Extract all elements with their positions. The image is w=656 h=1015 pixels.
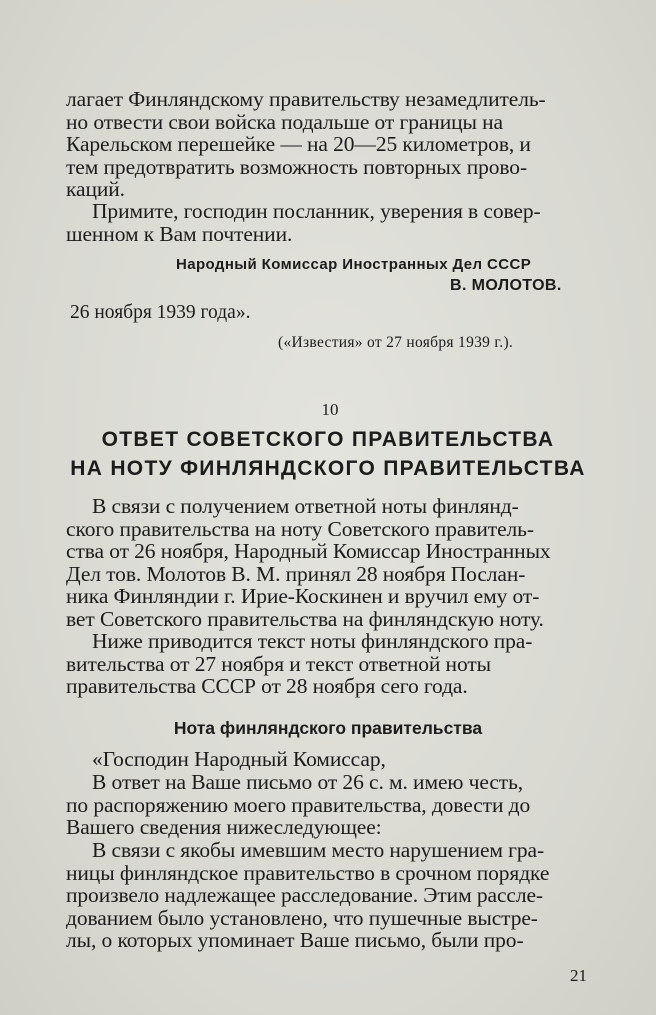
note-paragraph-1: [66, 771, 590, 839]
signature-name: В. МОЛОТОВ.: [450, 277, 562, 294]
text-line: Дел тов. Молотов В. М. принял 28 ноября Послан-: [66, 561, 526, 586]
text-line: лагает Финляндскому правительству незамедлитель-: [66, 87, 546, 111]
text-line: В связи с получением ответной ноты финлянд-: [92, 494, 519, 518]
text-line: произвело надлежащее расследование. Этим рассле-: [66, 883, 543, 907]
text-line: каций.: [66, 177, 125, 201]
text-line: Вашего сведения нижеследующее:: [66, 815, 382, 839]
text-line: В связи с якобы имевшим место нарушением гра-: [92, 838, 545, 862]
note-heading: Нота финляндского правительства: [173, 718, 483, 738]
note-greeting: [66, 748, 590, 771]
text-line: по распоряжению моего правительства, довести до: [66, 792, 531, 817]
text-line: шенном к Вам почтении.: [66, 221, 293, 246]
text-line: вет Советского правительства на финляндскую ноту.: [66, 606, 544, 631]
text-line: В ответ на Ваше письмо от 26 с. м. имею честь,: [92, 770, 524, 794]
section-title-line-2: НА НОТУ ФИНЛЯНДСКОГО ПРАВИТЕЛЬСТВА: [70, 457, 586, 480]
section-number: 10: [321, 400, 339, 419]
page-number: 21: [570, 966, 587, 985]
text-line: ства от 26 ноября, Народный Комиссар Иностранных: [66, 539, 551, 563]
text-line: «Господин Народный Комиссар,: [92, 747, 386, 771]
text-line: тем предотвратить возможность повторных прово-: [66, 154, 528, 179]
text-line: ницы финляндское правительство в срочном порядке: [66, 860, 550, 885]
signature-title: Народный Комиссар Иностранных Дел СССР: [176, 256, 532, 273]
text-line: ника Финляндии г. Ирие-Коскинен и вручил ему от-: [66, 584, 540, 608]
intro-paragraph-1: [66, 495, 590, 630]
text-line: вительства от 27 ноября и текст ответной ноты: [66, 651, 491, 676]
text-line: Примите, господин посланник, уверения в совер-: [92, 199, 541, 223]
letter-date: 26 ноября 1939 года».: [70, 302, 251, 323]
source-citation: («Известия» от 27 ноября 1939 г.).: [278, 334, 514, 351]
note-paragraph-2: [66, 839, 590, 952]
text-line: но отвести свои войска подальше от границы на: [66, 109, 503, 134]
text-line: правительства СССР от 28 ноября сего года.: [66, 674, 468, 698]
text-line: Ниже приводится текст ноты финляндского пра-: [92, 629, 533, 653]
letter-end-paragraph: [66, 88, 590, 201]
text-line: ского правительства на ноту Советского правитель-: [66, 516, 534, 541]
text-line: дованием было установлено, что пушечные выстре-: [66, 905, 538, 930]
text-line: Карельском перешейке — на 20—25 километров, и: [66, 132, 531, 156]
section-title-line-1: ОТВЕТ СОВЕТСКОГО ПРАВИТЕЛЬСТВА: [101, 428, 555, 451]
closing-paragraph: [66, 200, 590, 245]
text-line: лы, о которых упоминает Ваше письмо, были про-: [66, 928, 524, 952]
intro-paragraph-2: [66, 630, 590, 698]
